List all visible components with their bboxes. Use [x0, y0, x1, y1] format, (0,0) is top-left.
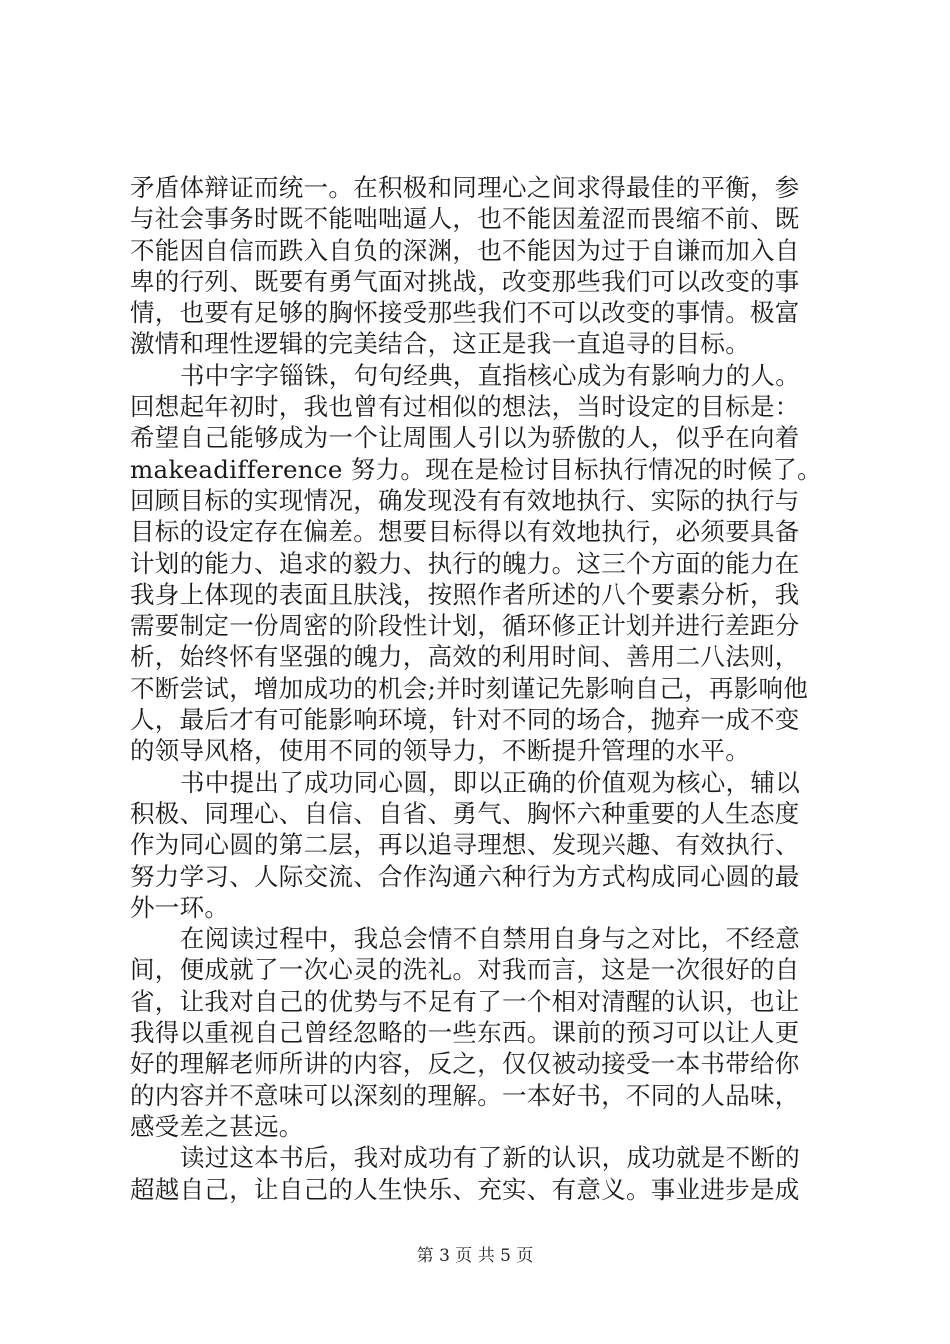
text-line: 目标的设定存在偏差。想要目标得以有效地执行，必须要具备	[130, 517, 800, 547]
text-line: 回顾目标的实现情况，确发现没有有效地执行、实际的执行与	[130, 485, 800, 515]
text-line: 卑的行列、既要有勇气面对挑战，改变那些我们可以改变的事	[130, 266, 800, 296]
text-line: 外一环。	[130, 892, 230, 922]
text-line: 人，最后才有可能影响环境，针对不同的场合，抛弃一成不变	[130, 705, 800, 735]
text-line: 情，也要有足够的胸怀接受那些我们不可以改变的事情。极富	[130, 298, 800, 328]
text-line: 省，让我对自己的优势与不足有了一个相对清醒的认识，也让	[130, 986, 800, 1016]
text-line: 不能因自信而跌入自负的深渊，也不能因为过于自谦而加入自	[130, 235, 800, 265]
text-line: makeadifference 努力。现在是检讨目标执行情况的时候了。	[130, 454, 822, 484]
text-line: 需要制定一份周密的阶段性计划，循环修正计划并进行差距分	[130, 611, 800, 641]
text-line: 回想起年初时，我也曾有过相似的想法，当时设定的目标是：	[130, 392, 800, 422]
text-line: 积极、同理心、自信、自省、勇气、胸怀六种重要的人生态度	[130, 798, 800, 828]
text-line: 书中字字锱铢，句句经典，直指核心成为有影响力的人。	[180, 360, 800, 390]
text-line: 矛盾体辩证而统一。在积极和同理心之间求得最佳的平衡，参	[130, 173, 800, 202]
text-line: 书中提出了成功同心圆，即以正确的价值观为核心，辅以	[180, 767, 800, 797]
text-line: 的领导风格，使用不同的领导力，不断提升管理的水平。	[130, 736, 750, 766]
page-footer: 第 3 页 共 5 页	[416, 1246, 534, 1266]
text-line: 希望自己能够成为一个让周围人引以为骄傲的人，似乎在向着	[130, 423, 800, 453]
text-line: 我身上体现的表面且肤浅，按照作者所述的八个要素分析，我	[130, 579, 800, 609]
text-line: 间，便成就了一次心灵的洗礼。对我而言，这是一次很好的自	[130, 955, 800, 985]
text-line: 在阅读过程中，我总会情不自禁用自身与之对比，不经意	[180, 924, 800, 954]
text-line: 与社会事务时既不能咄咄逼人，也不能因羞涩而畏缩不前、既	[130, 204, 800, 234]
text-line: 的内容并不意味可以深刻的理解。一本好书，不同的人品味，	[130, 1080, 800, 1110]
text-line: 读过这本书后，我对成功有了新的认识，成功就是不断的	[180, 1143, 800, 1173]
text-line: 好的理解老师所讲的内容，反之，仅仅被动接受一本书带给你	[130, 1049, 800, 1079]
text-line: 析，始终怀有坚强的魄力，高效的利用时间、善用二八法则，	[130, 642, 800, 672]
text-line: 我得以重视自己曾经忽略的一些东西。课前的预习可以让人更	[130, 1018, 800, 1048]
text-line: 计划的能力、追求的毅力、执行的魄力。这三个方面的能力在	[130, 548, 800, 578]
text-line: 不断尝试，增加成功的机会;并时刻谨记先影响自己，再影响他	[130, 673, 809, 703]
text-line: 超越自己，让自己的人生快乐、充实、有意义。事业进步是成	[130, 1174, 800, 1204]
text-line: 激情和理性逻辑的完美结合，这正是我一直追寻的目标。	[130, 329, 750, 359]
text-line: 努力学习、人际交流、合作沟通六种行为方式构成同心圆的最	[130, 861, 800, 891]
text-line: 感受差之甚远。	[130, 1111, 304, 1141]
text-line: 作为同心圆的第二层，再以追寻理想、发现兴趣、有效执行、	[130, 830, 800, 860]
document-body	[130, 172, 830, 1205]
